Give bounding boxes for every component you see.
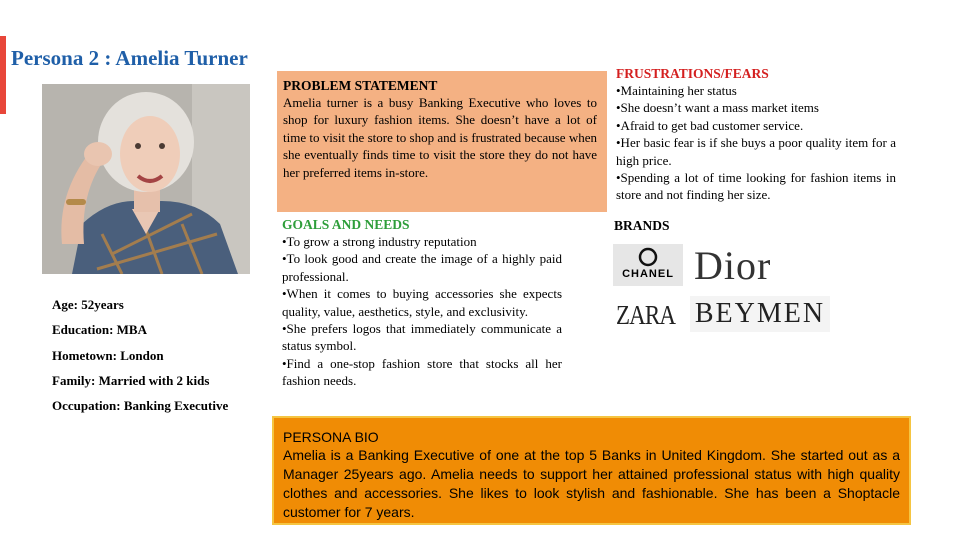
frustration-item: •Maintaining her status: [616, 83, 737, 98]
frustration-item: •She doesn’t want a mass market items: [616, 100, 819, 116]
problem-statement-box: [277, 71, 607, 212]
goal-item: •To look good and create the image of a highly paid professional.: [282, 251, 562, 284]
zara-logo: ZARA: [616, 300, 676, 330]
goal-item: •When it comes to buying accessories she expects quality, value, aesthetics, style, and exclusivity.: [282, 286, 562, 319]
fact-age: Age: 52years: [52, 297, 124, 312]
fact-occupation: Occupation: Banking Executive: [52, 398, 229, 414]
accent-bar: [0, 36, 6, 114]
persona-facts: [52, 296, 262, 422]
bio-heading: PERSONA BIO: [283, 429, 379, 445]
goals-section: [282, 217, 562, 390]
frustration-item: •Her basic fear is if she buys a poor quality item for a high price.: [616, 135, 896, 168]
problem-text: Amelia turner is a busy Banking Executive who loves to shop for luxury fashion items. She doesn’t have a lot of time to visit the store to shop and is frustrated because when she eventually finds time to visit the store they do not have her preferred items in-store.: [283, 95, 597, 180]
chanel-logo-text: CHANEL: [622, 268, 674, 280]
bio-text: Amelia is a Banking Executive of one at the top 5 Banks in United Kingdom. She started out as a Manager 25years ago. Amelia needs to support her attained professional status with high quality clothes and accessories. She likes to look stylish and fashionable. She has been a Shoptacle customer for 7 years.: [283, 447, 900, 520]
fact-family: Family: Married with 2 kids: [52, 372, 210, 388]
frustrations-section: [616, 66, 896, 204]
problem-heading: PROBLEM STATEMENT: [283, 78, 438, 93]
dior-logo: Dior: [694, 243, 772, 288]
page-title: Persona 2 : Amelia Turner: [11, 46, 248, 70]
frustrations-heading: FRUSTRATIONS/FEARS: [616, 66, 769, 81]
fact-education: Education: MBA: [52, 322, 147, 338]
goal-item: •She prefers logos that immediately communicate a status symbol.: [282, 321, 562, 354]
persona-photo: [42, 84, 250, 274]
frustration-item: •Afraid to get bad customer service.: [616, 117, 804, 133]
frustration-item: •Spending a lot of time looking for fashion items in store and not finding her size.: [616, 170, 896, 203]
brands-heading: BRANDS: [614, 218, 670, 233]
goals-heading: GOALS AND NEEDS: [282, 217, 410, 232]
chanel-logo: [613, 244, 683, 286]
goal-item: •Find a one-stop fashion store that stocks all her fashion needs.: [282, 355, 562, 389]
fact-hometown: Hometown: London: [52, 347, 164, 363]
brands-section: [614, 218, 670, 234]
goal-item: •To grow a strong industry reputation: [282, 234, 477, 249]
beymen-logo: BEYMEN: [690, 296, 830, 332]
persona-bio-box: [272, 416, 911, 525]
